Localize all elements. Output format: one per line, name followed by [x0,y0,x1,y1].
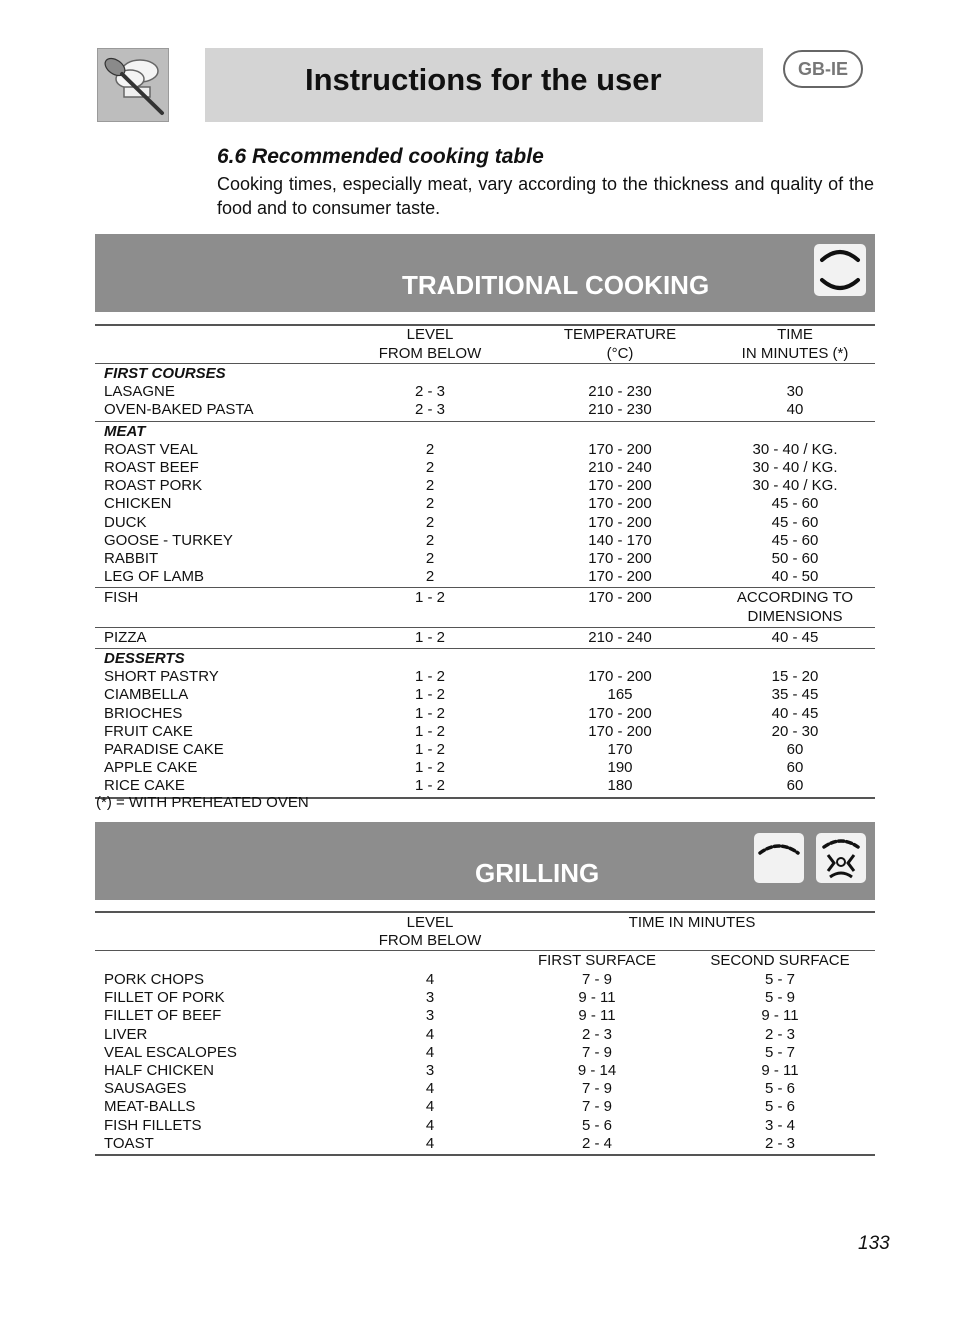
row-level: 2 [425,513,435,531]
row-time: 50 - 60 [771,550,819,567]
banner-title: TRADITIONAL COOKING [402,270,710,300]
row-second-surface: 5 - 7 [764,971,796,988]
row-level: 4 [425,1043,435,1061]
row-level: 1 - 2 [414,628,446,646]
row-temperature: 210 - 240 [588,459,652,476]
table-rule [95,363,875,364]
header-time: TIME [777,326,813,343]
table-rule [95,627,875,628]
row-dish: DUCK [104,513,147,531]
traditional-cooking-banner [95,234,875,312]
row-dish: RABBIT [104,550,159,567]
row-first-surface: 2 - 4 [581,1134,613,1152]
row-temperature: 170 - 200 [588,668,652,686]
row-second-surface: 2 - 3 [764,1025,796,1043]
row-dish: VEAL ESCALOPES [104,1043,237,1061]
row-time: 60 [786,777,804,795]
row-second-surface: 3 - 4 [764,1116,796,1134]
row-level: 1 - 2 [414,777,446,795]
row-dish: PIZZA [104,628,147,646]
row-level: 2 - 3 [414,383,446,401]
row-temperature: 210 - 230 [588,383,652,401]
row-time: 30 - 40 / KG. [752,477,838,495]
row-dish: CIAMBELLA [104,686,189,704]
header-level-sub: FROM BELOW [378,345,482,362]
row-time: 60 [786,741,804,758]
row-second-surface: 5 - 9 [764,989,796,1007]
table-rule [95,648,875,649]
row-level: 1 - 2 [414,686,446,704]
row-dish: OVEN-BAKED PASTA [104,401,254,419]
row-time: 40 - 45 [771,704,819,722]
row-time-cont: DIMENSIONS [747,607,843,625]
row-temperature: 170 - 200 [588,550,652,567]
row-temperature: 190 [607,759,633,777]
traditional-mode-icon [814,244,866,296]
row-dish: HALF CHICKEN [104,1062,215,1079]
row-level: 2 [425,477,435,495]
row-level: 2 [425,459,435,476]
row-first-surface: 9 - 11 [578,989,616,1007]
group-label: DESSERTS [104,650,185,667]
row-second-surface: 9 - 11 [761,1007,799,1025]
grill-mode-icon [754,833,804,883]
fan-grill-mode-icon [816,833,866,883]
row-time: ACCORDING TO [736,589,854,607]
row-dish: RICE CAKE [104,777,185,795]
table-footnote: (*) = WITH PREHEATED OVEN [96,794,309,811]
row-dish: ROAST BEEF [104,459,199,476]
page-title: Instructions for the user [305,62,662,97]
row-temperature: 210 - 240 [588,628,652,646]
row-level: 2 [425,568,435,586]
row-first-surface: 2 - 3 [581,1025,613,1043]
header-title-bar [205,48,763,122]
header-second-surface: SECOND SURFACE [710,952,850,969]
section-heading: 6.6 Recommended cooking table [217,145,544,168]
row-temperature: 180 [607,777,633,795]
row-temperature: 170 - 200 [588,568,652,586]
row-time: 45 - 60 [771,495,819,513]
row-level: 4 [425,1098,435,1116]
row-dish: SHORT PASTRY [104,668,219,686]
row-level: 4 [425,1025,435,1043]
row-temperature: 170 - 200 [588,589,652,607]
row-level: 3 [425,1007,435,1025]
row-temperature: 140 - 170 [588,531,652,549]
row-level: 2 - 3 [414,401,446,419]
row-time: 40 - 50 [771,568,819,586]
row-first-surface: 9 - 11 [578,1007,616,1025]
row-dish: MEAT-BALLS [104,1098,196,1116]
row-dish: ROAST VEAL [104,440,198,458]
row-second-surface: 5 - 7 [764,1043,796,1061]
group-label: MEAT [104,422,146,440]
header-first-surface: FIRST SURFACE [537,952,657,969]
chef-spoon-icon [98,49,168,121]
row-dish: FISH FILLETS [104,1116,202,1134]
row-time: 45 - 60 [771,531,819,549]
row-first-surface: 7 - 9 [581,1098,613,1116]
row-first-surface: 9 - 14 [577,1062,617,1079]
language-badge: GB-IE [783,50,863,88]
row-second-surface: 5 - 6 [764,1080,796,1098]
brand-logo [97,48,169,122]
row-first-surface: 7 - 9 [581,1043,613,1061]
row-level: 1 - 2 [414,589,446,607]
row-dish: LEG OF LAMB [104,568,205,586]
row-level: 1 - 2 [414,704,446,722]
row-level: 4 [425,971,435,988]
row-level: 3 [425,1062,435,1079]
row-level: 4 [425,1134,435,1152]
row-dish: FILLET OF BEEF [104,1007,222,1025]
row-level: 1 - 2 [414,668,446,686]
row-time: 30 [786,383,804,401]
row-time: 20 - 30 [771,722,819,740]
row-temperature: 170 - 200 [588,722,652,740]
row-level: 2 [425,495,435,513]
row-temperature: 170 - 200 [588,440,652,458]
row-second-surface: 2 - 3 [764,1134,796,1152]
header-temperature-unit: (°C) [606,345,634,362]
row-level: 1 - 2 [414,722,446,740]
group-label: FIRST COURSES [104,365,226,382]
row-level: 3 [425,989,435,1007]
row-time: 40 [786,401,804,419]
row-first-surface: 7 - 9 [581,971,613,988]
section-intro: Cooking times, especially meat, vary according to the thickness and quality of the food and to consumer taste. [217,174,874,218]
row-level: 4 [425,1116,435,1134]
table-rule [95,324,875,326]
row-second-surface: 9 - 11 [761,1062,799,1079]
row-time: 15 - 20 [771,668,819,686]
row-temperature: 170 [607,741,633,758]
row-time: 40 - 45 [771,628,819,646]
header-level: LEVEL [406,914,454,931]
row-level: 2 [425,440,435,458]
row-temperature: 170 - 200 [588,477,652,495]
row-level: 2 [425,550,435,567]
row-temperature: 165 [607,686,633,704]
row-level: 1 - 2 [414,759,446,777]
row-time: 30 - 40 / KG. [752,459,838,476]
row-time: 30 - 40 / KG. [752,440,838,458]
row-dish: PORK CHOPS [104,971,205,988]
row-time: 60 [786,759,804,777]
row-temperature: 170 - 200 [588,704,652,722]
banner-title: GRILLING [475,858,600,888]
row-dish: LIVER [104,1025,148,1043]
row-level: 2 [425,531,435,549]
row-first-surface: 7 - 9 [581,1080,613,1098]
table-rule [95,950,875,951]
row-dish: GOOSE - TURKEY [104,531,233,549]
row-dish: SAUSAGES [104,1080,187,1098]
row-level: 4 [425,1080,435,1098]
row-time: 35 - 45 [771,686,819,704]
row-dish: TOAST [104,1134,154,1152]
row-dish: FILLET OF PORK [104,989,225,1007]
row-temperature: 170 - 200 [588,495,652,513]
grilling-banner [95,822,875,900]
row-first-surface: 5 - 6 [581,1116,613,1134]
header-temperature: TEMPERATURE [563,326,677,343]
row-second-surface: 5 - 6 [764,1098,796,1116]
header-time-sub: IN MINUTES (*) [741,345,849,362]
page-number: 133 [858,1233,890,1254]
row-temperature: 210 - 230 [588,401,652,419]
row-dish: CHICKEN [104,495,172,513]
table-rule [95,1154,875,1156]
row-dish: FISH [104,589,139,607]
row-dish: PARADISE CAKE [104,741,224,758]
table-rule [95,421,875,422]
table-rule [95,587,875,588]
table-rule [95,911,875,913]
row-time: 45 - 60 [771,513,819,531]
row-temperature: 170 - 200 [588,513,652,531]
header-level-sub: FROM BELOW [378,932,482,949]
row-level: 1 - 2 [414,741,446,758]
row-dish: APPLE CAKE [104,759,198,777]
row-dish: LASAGNE [104,383,175,401]
row-dish: BRIOCHES [104,704,183,722]
header-level: LEVEL [406,326,454,343]
row-dish: ROAST PORK [104,477,203,495]
header-time: TIME IN MINUTES [628,914,756,931]
row-dish: FRUIT CAKE [104,722,193,740]
